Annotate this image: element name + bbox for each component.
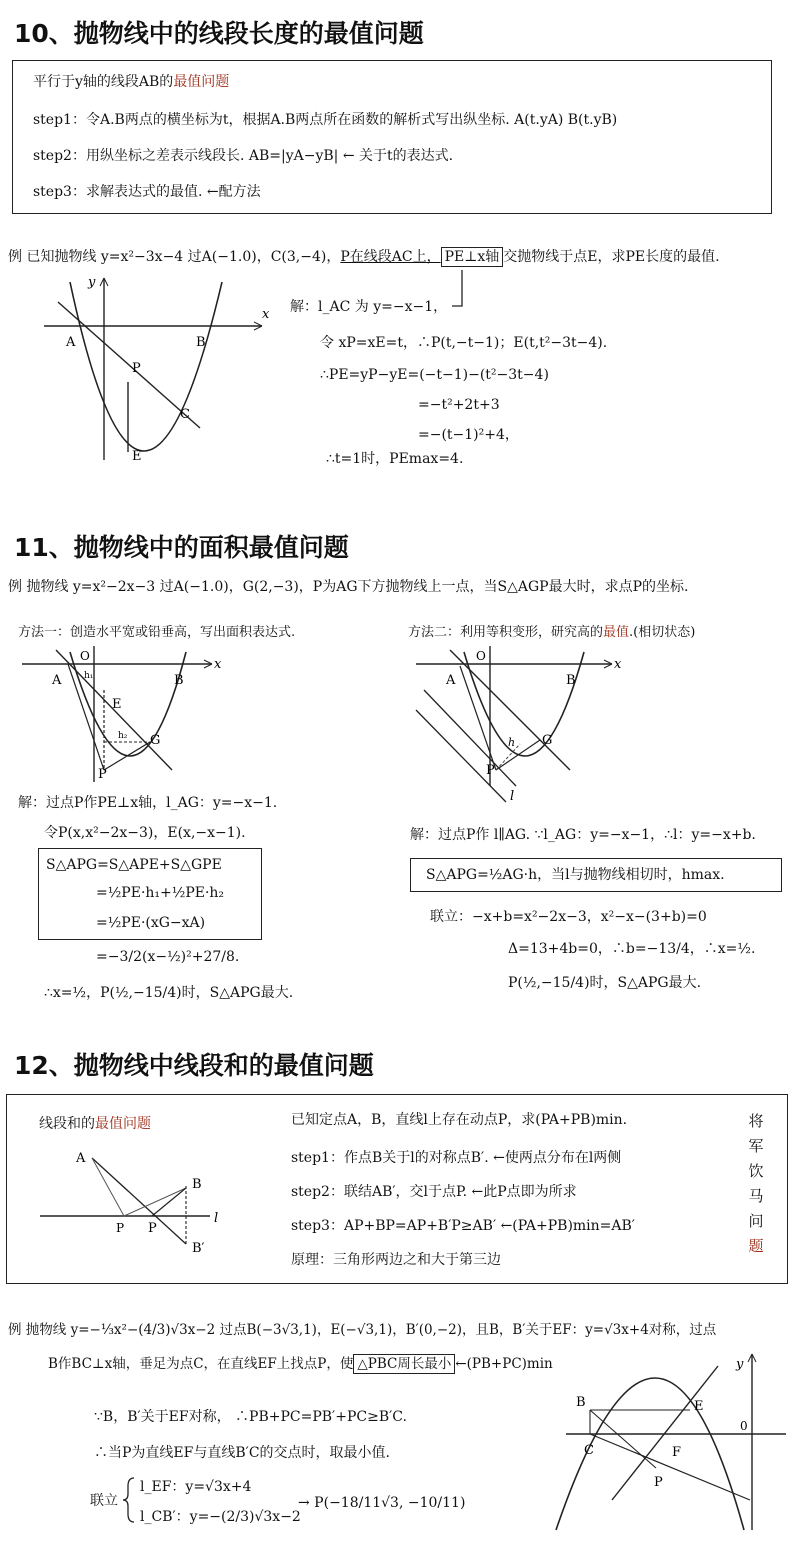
g12b-segment-bp — [590, 1410, 656, 1468]
g11b-label-a: A — [446, 673, 456, 688]
g11b-label-o: O — [476, 649, 486, 663]
s10-sol-5: ∴t=1时，PEmax=4. — [326, 451, 464, 467]
side-char: 将 — [748, 1112, 764, 1130]
section-11-title: 11、抛物线中的面积最值问题 — [14, 533, 349, 562]
g11b-line-ag — [450, 650, 570, 770]
s10-sol-3: =−t²+2t+3 — [418, 397, 500, 413]
s11-sol2-4: P(½,−15/4)时，S△APG最大. — [508, 975, 702, 991]
method-2-label-b: 最值 — [603, 625, 630, 640]
g12b-label-b: B — [576, 1395, 586, 1410]
s12-sol-4: l_CB′：y=−(2/3)√3x−2 — [140, 1509, 301, 1525]
example-12-line1: 例 抛物线 y=−⅓x²−(4/3)√3x−2 过点B(−3√3,1)，E(−√3,1)，B′(0,−2)，且B，B′关于EF：y=√3x+4对称，过点 — [8, 1322, 717, 1338]
s10-sol-0: 解：l_AC 为 y=−x−1， — [290, 299, 448, 315]
g11b-label-g: G — [542, 733, 553, 748]
g12a-label-b2: B′ — [192, 1241, 205, 1256]
g11b-parallel-2 — [416, 710, 506, 802]
s12-sol-2: 联立 — [90, 1493, 118, 1509]
side-char: 问 — [748, 1212, 764, 1230]
example-10-a: 例 已知抛物线 y=x²−3x−4 过A(−1.0)，C(3,−4)， — [8, 249, 341, 265]
g10-label-a: A — [66, 335, 76, 350]
box10-step2: step2：用纵坐标之差表示线段长. AB=|yA−yB| ← 关于t的表达式. — [33, 148, 454, 164]
box12-line0: 已知定点A，B，直线l上存在动点P，求(PA+PB)min. — [291, 1112, 628, 1128]
method-2-label — [408, 626, 695, 639]
s10-sol-1: 令 xP=xE=t，∴P(t,−t−1)；E(t,t²−3t−4). — [320, 335, 608, 351]
g11a-label-h2: h₂ — [118, 731, 128, 741]
g10-label-e: E — [132, 449, 142, 464]
s11-sol2-2: 联立：−x+b=x²−2x−3，x²−x−(3+b)=0 — [430, 909, 707, 925]
g12b-label-e: E — [694, 1399, 704, 1414]
box12-heading-a: 线段和的 — [39, 1116, 95, 1132]
g12a-label-l: l — [214, 1211, 219, 1226]
example-11: 例 抛物线 y=x²−2x−3 过A(−1.0)，G(2,−3)，P为AG下方抛物线上一点，当S△AGP最大时，求点P的坐标. — [8, 579, 689, 595]
s11-sol1-4: =½PE·(xG−xA) — [96, 915, 206, 931]
g12b-label-f: F — [672, 1445, 682, 1460]
g12a-label-a: A — [76, 1151, 86, 1166]
s11-sol1-5: =−3/2(x−½)²+27/8. — [96, 949, 240, 965]
s12-sol-0: ∵B，B′关于EF对称， ∴PB+PC=PB′+PC≥B′C. — [94, 1409, 407, 1425]
box10-heading-b: 最值问题 — [173, 74, 230, 90]
method-2-label-a: 方法二：利用等积变形，研究高的 — [408, 625, 604, 640]
g11b-segment-pg — [496, 740, 540, 770]
g11b-label-p: P — [486, 763, 495, 778]
g11a-label-a: A — [52, 673, 62, 688]
method-box-12 — [6, 1094, 788, 1284]
g10-line-ac — [58, 302, 200, 428]
g11a-label-h1: h₁ — [84, 671, 94, 681]
g12a-label-b: B — [192, 1177, 202, 1192]
g11b-label-x: x — [614, 657, 622, 672]
method-2-label-c: .(相切状态) — [629, 625, 696, 640]
g10-label-p: P — [132, 361, 141, 376]
g11b-label-l: l — [510, 789, 515, 804]
g12a-label-p: P — [148, 1221, 157, 1236]
s10-sol-2: ∴PE=yP−yE=(−t−1)−(t²−3t−4) — [320, 367, 549, 383]
side-char: 军 — [748, 1137, 764, 1155]
s12-sol-5: → P(−18/11√3, −10/11) — [298, 1495, 466, 1511]
g12a-label-p2: P — [116, 1221, 125, 1235]
section-12-title: 12、抛物线中线段和的最值问题 — [14, 1051, 374, 1080]
box12-principle: 原理：三角形两边之和大于第三边 — [291, 1252, 501, 1268]
example-10-b: P在线段AC上， — [340, 249, 441, 265]
g11a-label-x: x — [214, 657, 222, 672]
box12-heading-b: 最值问题 — [95, 1116, 151, 1132]
g10-label-c: C — [180, 407, 190, 422]
s12-sol-3: l_EF：y=√3x+4 — [140, 1479, 252, 1495]
s11-sol1-0: 解：过点P作PE⊥x轴，l_AG：y=−x−1. — [18, 795, 278, 811]
box12-side-text — [745, 1109, 767, 1259]
g12b-label-p: P — [654, 1475, 663, 1490]
s11-sol2-1: S△APG=½AG·h，当l与抛物线相切时，hmax. — [426, 867, 725, 883]
s10-sol-4: =−(t−1)²+4， — [418, 427, 519, 443]
g11a-label-e: E — [112, 697, 122, 712]
g10-parabola — [70, 282, 222, 451]
g10-label-x: x — [262, 307, 270, 322]
example-12-line2 — [48, 1358, 553, 1372]
s11-sol2-3: Δ=13+4b=0，∴b=−13/4，∴x=½. — [508, 941, 756, 957]
example-10-boxed: PE⊥x轴 — [441, 247, 504, 267]
side-char: 题 — [748, 1237, 764, 1255]
s11-sol1-6: ∴x=½，P(½,−15/4)时，S△APG最大. — [44, 985, 294, 1001]
section-10-title: 10、抛物线中的线段长度的最值问题 — [14, 19, 424, 48]
g11a-label-g: G — [150, 733, 161, 748]
g11a-parabola — [70, 652, 186, 756]
box10-step1: step1：令A.B两点的横坐标为t，根据A.B两点所在函数的解析式写出纵坐标. A(t.yA) B(t.yB) — [33, 112, 618, 128]
g12b-segment-cb2 — [590, 1434, 750, 1500]
g12b-label-c: C — [584, 1443, 594, 1458]
box12-heading — [39, 1117, 151, 1131]
s10-pointer-arrow — [452, 270, 462, 306]
s11-sol1-3: =½PE·h₁+½PE·h₂ — [96, 885, 225, 901]
box12-step2: step2：联结AB′，交l于点P. ←此P点即为所求 — [291, 1184, 577, 1200]
box12-step1: step1：作点B关于l的对称点B′. ←使两点分布在l两侧 — [291, 1150, 622, 1166]
box12-step3: step3：AP+BP=AP+B′P≥AB′ ←(PA+PB)min=AB′ — [291, 1218, 635, 1234]
g10-label-b: B — [196, 335, 206, 350]
side-char: 马 — [748, 1187, 764, 1205]
example-10-c: 交抛物线于点E，求PE长度的最值. — [503, 249, 720, 265]
s12-sol-1: ∴当P为直线EF与直线B′C的交点时，取最小值. — [94, 1445, 390, 1461]
g11a-label-p: P — [98, 767, 107, 782]
g10-label-y: y — [88, 275, 96, 290]
box10-step3: step3：求解表达式的最值. ←配方法 — [33, 184, 261, 200]
box10-heading-a: 平行于y轴的线段AB的 — [33, 74, 174, 90]
g11b-parabola — [464, 652, 584, 756]
g11b-parallel-1 — [424, 690, 516, 786]
example-12-boxed: △PBC周长最小 — [353, 1354, 455, 1374]
g12b-label-y: y — [736, 1357, 744, 1372]
g11b-label-b: B — [566, 673, 576, 688]
method-1-label: 方法一：创造水平宽或铅垂高，写出面积表达式. — [18, 625, 296, 640]
example-12-line2-a: B作BC⊥x轴，垂足为点C，在直线EF上找点P，使 — [48, 1356, 354, 1372]
g11a-label-o: O — [80, 649, 90, 663]
s12-system-brace — [123, 1478, 134, 1522]
s11-sol1-2: S△APG=S△APE+S△GPE — [46, 857, 222, 873]
example-12-line2-c: ←(PB+PC)min — [455, 1356, 553, 1372]
g12b-label-o: 0 — [740, 1419, 748, 1433]
s11-sol2-0: 解：过点P作 l∥AG. ∵l_AG：y=−x−1，∴l：y=−x+b. — [410, 827, 756, 843]
g11a-label-b: B — [174, 673, 184, 688]
side-char: 饮 — [748, 1162, 764, 1180]
s11-sol1-1: 令P(x,x²−2x−3)，E(x,−x−1). — [44, 825, 246, 841]
g11b-label-h: h — [508, 736, 516, 749]
g11a-segment-pg — [104, 742, 150, 770]
